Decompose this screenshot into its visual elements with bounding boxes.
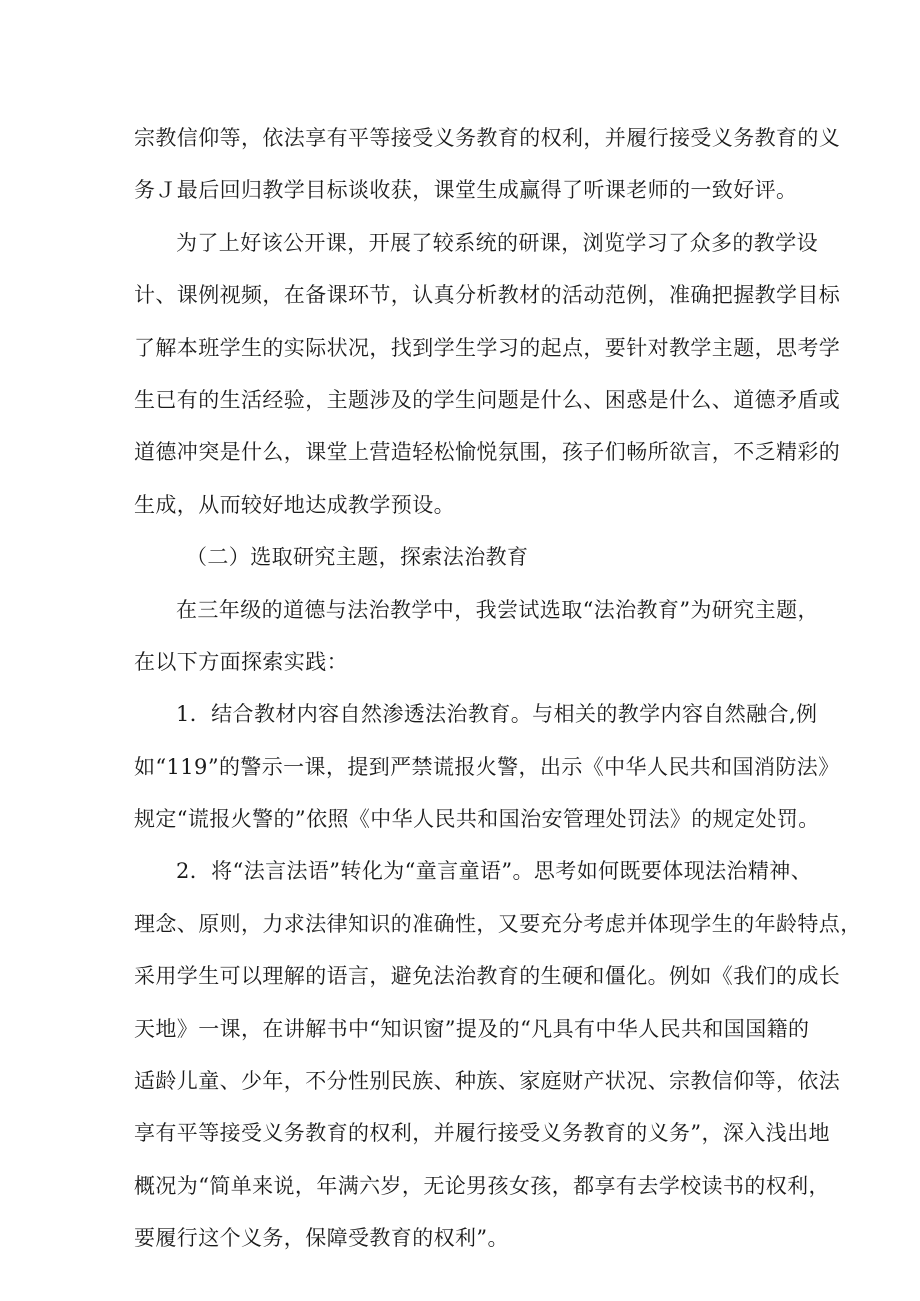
- text-line: 理念、原则，力求法律知识的准确性，又要充分考虑并体现学生的年龄特点，: [134, 911, 862, 936]
- body-text: [134, 112, 862, 1265]
- text-line: 生已有的生活经验，主题涉及的学生问题是什么、困惑是什么、道德矛盾或: [134, 387, 841, 412]
- text-line: 宗教信仰等，依法享有平等接受义务教育的权利，并履行接受义务教育的义: [134, 126, 841, 150]
- text-line: 为了上好该公开课，开展了较系统的研课，浏览学习了众多的教学设: [176, 230, 818, 255]
- section-heading: （二）选取研究主题，探索法治教育: [186, 545, 529, 570]
- text-line: 享有平等接受义务教育的权利，并履行接受义务教育的义务”，深入浅出地: [134, 1121, 830, 1146]
- text-line: 规定“谎报火警的”依照《中华人民共和国治安管理处罚法》的规定处罚。: [134, 807, 820, 832]
- text-line: 概况为“简单来说，年满六岁，无论男孩女孩，都享有去学校读书的权利，: [134, 1173, 830, 1198]
- text-line: 务Ｊ最后回归教学目标谈收获，课堂生成赢得了听课老师的一致好评。: [134, 178, 798, 203]
- text-line: 要履行这个义务，保障受教育的权利”。: [134, 1226, 509, 1251]
- text-line: 生成，从而较好地达成教学预设。: [134, 492, 455, 517]
- text-line: 道德冲突是什么，课堂上营造轻松愉悦氛围，孩子们畅所欲言，不乏精彩的: [134, 440, 841, 465]
- list-item-2: 2．将“法言法语”转化为“童言童语”。思考如何既要体现法治精神、: [176, 859, 813, 884]
- text-line: 在三年级的道德与法治教学中，我尝试选取“法治教育”为研究主题，: [176, 597, 819, 622]
- text-line: 在以下方面探索实践：: [134, 649, 348, 674]
- text-line: 计、课例视频，在备课环节，认真分析教材的活动范例，准确把握教学目标: [134, 283, 841, 308]
- text-line: 采用学生可以理解的语言，避免法治教育的生硬和僵化。例如《我们的成长: [134, 964, 841, 989]
- text-line: 了解本班学生的实际状况，找到学生学习的起点，要针对教学主题，思考学: [134, 335, 841, 360]
- text-line: 如“119”的警示一课，提到严禁谎报火警，出示《中华人民共和国消防法》: [134, 754, 840, 779]
- text-line: 适龄儿童、少年，不分性别民族、种族、家庭财产状况、宗教信仰等，依法: [134, 1069, 841, 1094]
- list-item-1: 1．结合教材内容自然渗透法治教育。与相关的教学内容自然融合,例: [176, 702, 818, 727]
- text-line: 天地》一课，在讲解书中“知识窗”提及的“凡具有中华人民共和国国籍的: [134, 1016, 810, 1041]
